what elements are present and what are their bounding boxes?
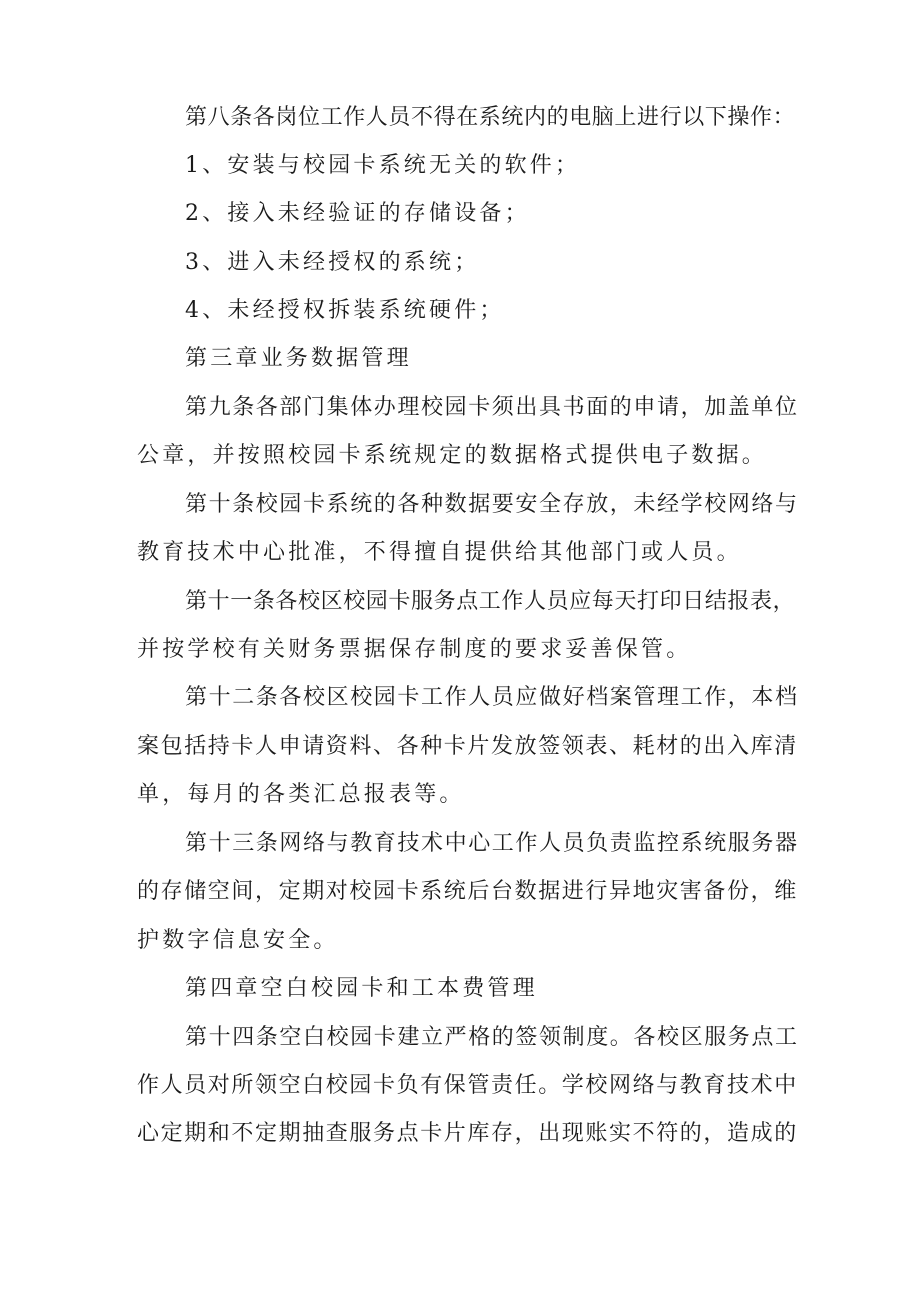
article-12-line-3: 单，每月的各类汇总报表等。 [137,782,465,807]
article-13-line-1: 第十三条网络与教育技术中心工作人员负责监控系统服务器 [185,831,799,856]
article-10-line-1: 第十条校园卡系统的各种数据要安全存放，未经学校网络与 [185,492,799,517]
list-item-2: 2、接入未经验证的存储设备； [185,201,530,226]
article-11-line-2: 并按学校有关财务票据保存制度的要求妥善保管。 [137,637,692,662]
list-item-3: 3、进入未经授权的系统； [185,250,480,275]
article-10-line-2: 教育技术中心批准，不得擅自提供给其他部门或人员。 [137,540,742,565]
chapter-4-heading: 第四章空白校园卡和工本费管理 [185,976,538,1001]
article-8-line: 第八条各岗位工作人员不得在系统内的电脑上进行以下操作： [185,105,796,130]
article-14-line-1: 第十四条空白校园卡建立严格的签领制度。各校区服务点工 [185,1025,799,1050]
article-14-line-2: 作人员对所领空白校园卡负有保管责任。学校网络与教育技术中 [137,1073,798,1098]
article-12-line-1: 第十二条各校区校园卡工作人员应做好档案管理工作，本档 [185,685,799,710]
list-item-4: 4、未经授权拆装系统硬件； [185,298,505,323]
article-11-line-1: 第十一条各校区校园卡服务点工作人员应每天打印日结报表， [185,589,796,614]
article-14-line-3: 心定期和不定期抽查服务点卡片库存，出现账实不符的，造成的 [137,1121,798,1146]
list-item-1: 1、安装与校园卡系统无关的软件； [185,153,581,178]
article-12-line-2: 案包括持卡人申请资料、各种卡片发放签领表、耗材的出入库清 [137,734,798,759]
article-13-line-2: 的存储空间，定期对校园卡系统后台数据进行异地灾害备份，维 [137,879,798,904]
chapter-3-heading: 第三章业务数据管理 [185,346,412,371]
article-9-line-2: 公章，并按照校园卡系统规定的数据格式提供电子数据。 [137,443,768,468]
article-13-line-3: 护数字信息安全。 [137,928,339,953]
article-9-line-1: 第九条各部门集体办理校园卡须出具书面的申请，加盖单位 [185,395,799,420]
